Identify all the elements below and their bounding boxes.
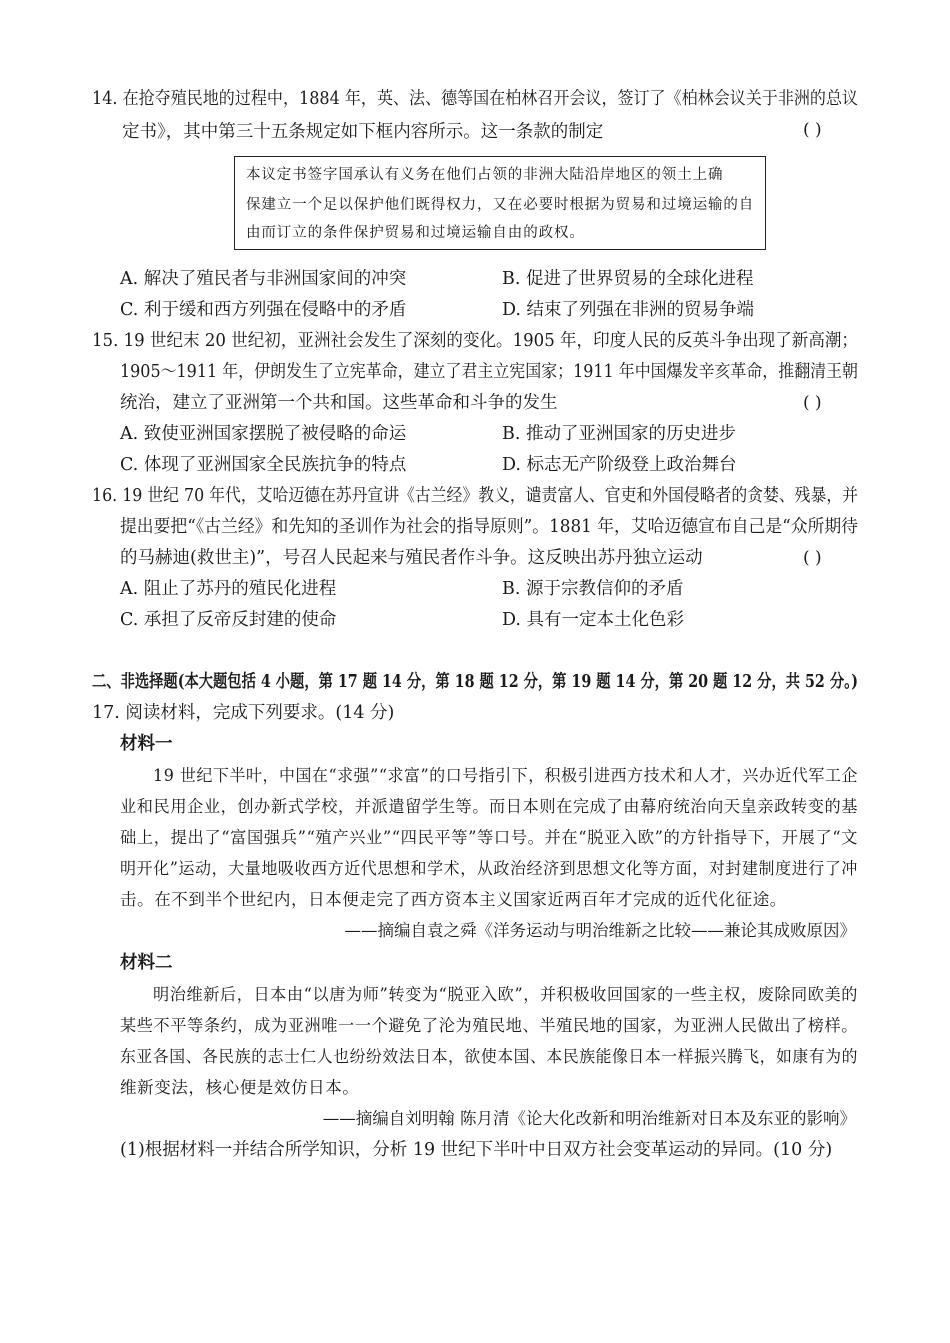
q14-option-d: D. 结束了列强在非洲的贸易争端	[502, 300, 755, 320]
q14-answer-paren: ( )	[803, 120, 822, 140]
q17-material2-source: ——摘编自刘明翰 陈月清《论大化改新和明治维新对日本及东亚的影响》	[322, 1109, 856, 1128]
q17-material1-title: 材料一	[120, 734, 173, 754]
q17-material1-line3: 础上，提出了“富国强兵”“殖产兴业”“四民平等”等口号。并在“脱亚入欧”的方针指导下，开展了“文	[120, 828, 858, 847]
q15-stem-line1: 15. 19 世纪末 20 世纪初，亚洲社会发生了深刻的变化。1905 年，印度人民的反英斗争出现了新高潮；	[92, 331, 858, 351]
q14-option-b: B. 促进了世界贸易的全球化进程	[502, 269, 754, 289]
q17-stem: 17. 阅读材料，完成下列要求。(14 分)	[92, 703, 395, 723]
q16-option-b: B. 源于宗教信仰的矛盾	[502, 579, 684, 599]
q14-quote-box	[234, 156, 766, 250]
q17-material1-line1: 19 世纪下半叶，中国在“求强”“求富”的口号指引下，积极引进西方技术和人才，兴办近代军工企	[153, 766, 858, 785]
q14-option-c: C. 利于缓和西方列强在侵略中的矛盾	[120, 300, 407, 320]
q17-material1-line4: 明开化”运动，大量地吸收西方近代思想和学术，从政治经济到思想文化等方面，对封建制度进行了冲	[120, 859, 858, 878]
q17-material2-line1: 明治维新后，日本由“以唐为师”转变为“脱亚入欧”，并积极收回国家的一些主权，废除同欧美的	[153, 985, 859, 1004]
q15-option-d: D. 标志无产阶级登上政治舞台	[502, 455, 737, 475]
q15-stem-line3: 统治，建立了亚洲第一个共和国。这些革命和斗争的发生	[120, 393, 558, 413]
q15-stem-line2: 1905～1911 年，伊朗发生了立宪革命，建立了君主立宪国家；1911 年中国爆发辛亥革命，推翻清王朝	[120, 362, 858, 382]
q17-material2-line4: 维新变法，核心便是效仿日本。	[120, 1078, 360, 1097]
q14-box-line3: 由而订立的条件保护贸易和过境运输自由的政权。	[246, 225, 585, 241]
q16-stem-line3: 的马赫迪(救世主)”，号召人民起来与殖民者作斗争。这反映出苏丹独立运动	[120, 548, 703, 568]
q16-stem-line1: 16. 19 世纪 70 年代，艾哈迈德在苏丹宣讲《古兰经》教义，谴责富人、官吏和外国侵略者的贪婪、残暴，并	[92, 486, 858, 506]
q15-option-a: A. 致使亚洲国家摆脱了被侵略的命运	[120, 424, 407, 444]
q14-stem-line2: 定书》，其中第三十五条规定如下框内容所示。这一条款的制定	[122, 122, 604, 142]
q17-material2-line3: 东亚各国、各民族的志士仁人也纷纷效法日本，欲使本国、本民族能像日本一样振兴腾飞，如康有为的	[120, 1047, 859, 1066]
q14-box-line1: 本议定书签字国承认有义务在他们占领的非洲大陆沿岸地区的领土上确	[246, 167, 724, 183]
q15-option-b: B. 推动了亚洲国家的历史进步	[502, 424, 736, 444]
q16-option-a: A. 阻止了苏丹的殖民化进程	[120, 579, 337, 599]
q17-material1-line5: 击。在不到半个世纪内，日本便走完了西方资本主义国家近两百年才完成的近代化征途。	[120, 890, 787, 909]
q17-material1-source: ——摘编自袁之舜《洋务运动与明治维新之比较——兼论其成败原因》	[344, 921, 856, 940]
q15-option-c: C. 体现了亚洲国家全民族抗争的特点	[120, 455, 407, 475]
q17-material1-line2: 业和民用企业，创办新式学校，并派遣留学生等。而日本则在完成了由幕府统治向天皇亲政转变的基	[120, 797, 859, 816]
q16-answer-paren: ( )	[803, 548, 822, 568]
q17-material2-line2: 某些不平等条约，成为亚洲唯一一个避免了沦为殖民地、半殖民地的国家，为亚洲人民做出了榜样。	[120, 1016, 859, 1035]
q16-option-d: D. 具有一定本土化色彩	[502, 610, 685, 630]
q17-material2-title: 材料二	[120, 953, 173, 973]
q17-subquestion-1: (1)根据材料一并结合所学知识，分析 19 世纪下半叶中日双方社会变革运动的异同。(10 分)	[120, 1140, 833, 1160]
q16-option-c: C. 承担了反帝反封建的使命	[120, 610, 337, 630]
q16-stem-line2: 提出要把“《古兰经》和先知的圣训作为社会的指导原则”。1881 年，艾哈迈德宣布自己是“众所期待	[120, 517, 858, 537]
section2-heading: 二、非选择题(本大题包括 4 小题，第 17 题 14 分，第 18 题 12 分，第 19 题 14 分，第 20 题 12 分，共 52 分。)	[92, 672, 859, 692]
q14-box-line2: 保建立一个足以保护他们既得权力，又在必要时根据为贸易和过境运输的自	[246, 197, 755, 213]
q14-stem-line1: 14. 在抢夺殖民地的过程中，1884 年，英、法、德等国在柏林召开会议，签订了《柏林会议关于非洲的总议	[92, 89, 859, 109]
q15-answer-paren: ( )	[803, 393, 822, 413]
q14-option-a: A. 解决了殖民者与非洲国家间的冲突	[120, 269, 407, 289]
